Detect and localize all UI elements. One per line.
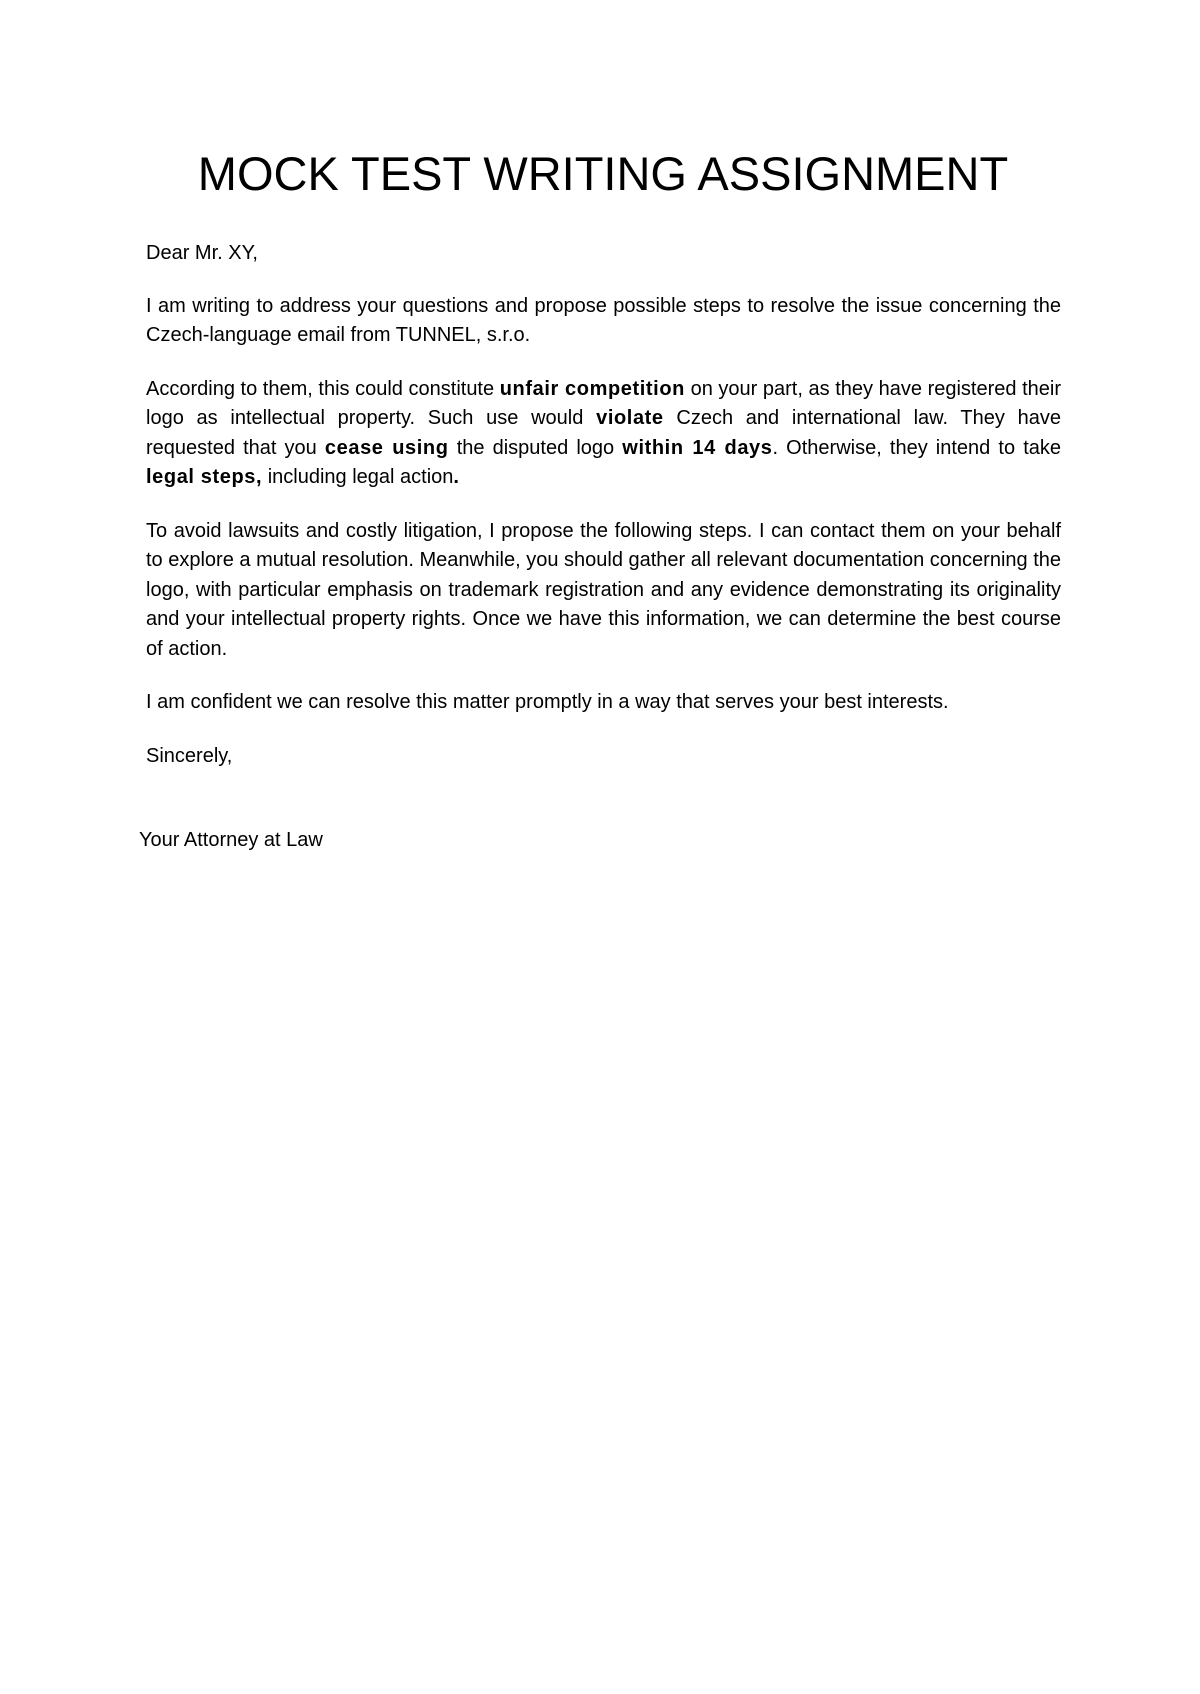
claim-text-6: including legal action bbox=[262, 466, 454, 488]
emphasis-legal-steps: legal steps, bbox=[146, 466, 263, 488]
signature: Your Attorney at Law bbox=[139, 829, 323, 851]
paragraph-confidence: I am confident we can resolve this matter promptly in a way that serves your best interests. bbox=[146, 691, 949, 713]
salutation: Dear Mr. XY, bbox=[146, 242, 258, 264]
paragraph-intro: I am writing to address your questions and propose possible steps to resolve the issue concerning the Czech-language email from TUNNEL, s.r.o. bbox=[146, 294, 1061, 346]
emphasis-period: . bbox=[453, 466, 460, 488]
letter-body bbox=[146, 239, 1061, 795]
emphasis-violate: violate bbox=[596, 407, 664, 429]
document-title: MOCK TEST WRITING ASSIGNMENT bbox=[197, 147, 1009, 200]
claim-text-3: Czech and international law. They have requested that you bbox=[146, 407, 1061, 459]
emphasis-unfair-competition: unfair competition bbox=[499, 377, 685, 400]
emphasis-cease-using: cease using bbox=[324, 436, 449, 459]
paragraph-claim bbox=[146, 375, 1061, 493]
claim-text-1: According to them, this could constitute bbox=[146, 377, 500, 400]
closing: Sincerely, bbox=[146, 744, 233, 767]
claim-text-2: on your part, as they have registered their logo as intellectual property. Such use would bbox=[146, 377, 1061, 429]
paragraph-proposal: To avoid lawsuits and costly litigation, I propose the following steps. I can contact them on your behalf to explore a mutual resolution. Meanwhile, you should gather all relevant documentation concerning the logo, with particular emphasis on trademark registration and any evidence demonstrating its originality and your intellectual property rights. Once we have this information, we can determine the best course of action. bbox=[146, 519, 1061, 660]
emphasis-within-14-days: within 14 days bbox=[622, 436, 773, 459]
claim-text-4: the disputed logo bbox=[448, 436, 623, 459]
claim-text-5: . Otherwise, they intend to take bbox=[772, 436, 1062, 459]
